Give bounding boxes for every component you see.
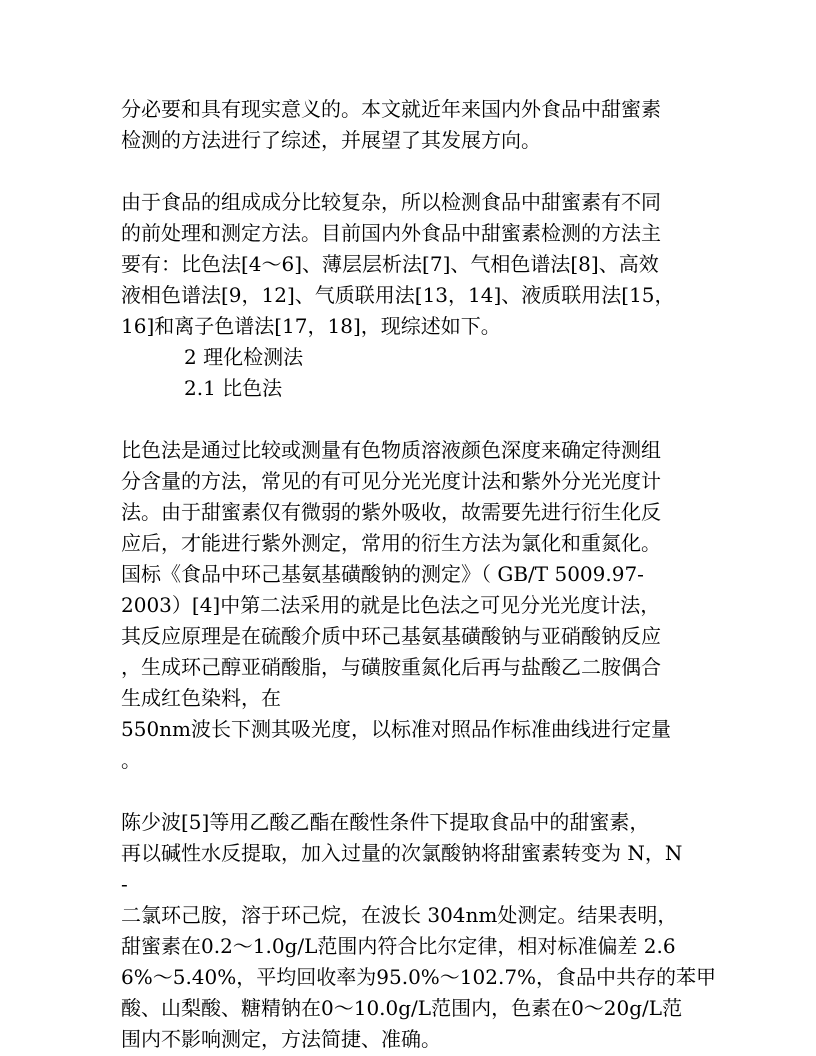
text-line: 法。由于甜蜜素仅有微弱的紫外吸收，故需要先进行衍生化反: [121, 500, 661, 524]
text-line: 2003）[4]中第二法采用的就是比色法之可见分光光度计法，: [121, 593, 661, 617]
text-line: 要有：比色法[4～6]、薄层层析法[7]、气相色谱法[8]、高效: [121, 252, 659, 276]
text-line: 再以碱性水反提取，加入过量的次氯酸钠将甜蜜素转变为 N，N: [121, 841, 683, 865]
text-line: 16]和离子色谱法[17，18]，现综述如下。: [121, 314, 501, 338]
subsection-heading: 2.1 比色法: [184, 376, 283, 400]
text-line: 550nm波长下测其吸光度，以标准对照品作标准曲线进行定量: [121, 717, 672, 741]
text-line: ，生成环己醇亚硝酸脂，与磺胺重氮化后再与盐酸乙二胺偶合: [121, 655, 661, 679]
text-line: 甜蜜素在0.2～1.0g/L范围内符合比尔定律，相对标准偏差 2.6: [121, 934, 676, 958]
text-line: 酸、山梨酸、糖精钠在0～10.0g/L范围内，色素在0～20g/L范: [121, 996, 683, 1020]
section-heading: 2 理化检测法: [184, 345, 304, 369]
text-line: 比色法是通过比较或测量有色物质溶液颜色深度来确定待测组: [121, 438, 661, 462]
text-line: 由于食品的组成成分比较复杂，所以检测食品中甜蜜素有不同: [121, 190, 661, 214]
text-line: 分含量的方法，常见的有可见分光光度计法和紫外分光光度计: [121, 469, 661, 493]
text-line: 液相色谱法[9，12]、气质联用法[13，14]、液质联用法[15，: [121, 283, 675, 307]
text-line: 6%～5.40%，平均回收率为95.0%～102.7%，食品中共存的苯甲: [121, 965, 717, 989]
text-line: 分必要和具有现实意义的。本文就近年来国内外食品中甜蜜素: [121, 97, 661, 121]
text-line: 。: [121, 748, 141, 772]
text-line: 国标《食品中环己基氨基磺酸钠的测定》（ GB/T 5009.97-: [121, 562, 644, 586]
text-line: 应后，才能进行紫外测定，常用的衍生方法为氯化和重氮化。: [121, 531, 661, 555]
intro-paragraph-end: [121, 94, 701, 156]
text-line: 生成红色染料，在: [121, 686, 281, 710]
text-line: 陈少波[5]等用乙酸乙酯在酸性条件下提取食品中的甜蜜素，: [121, 810, 650, 834]
text-line: -: [121, 872, 128, 896]
paragraph-spacer: [121, 776, 701, 807]
text-line: 其反应原理是在硫酸介质中环己基氨基磺酸钠与亚硝酸钠反应: [121, 624, 661, 648]
text-line: 围内不影响测定，方法简捷、准确。: [121, 1027, 441, 1051]
colorimetry-paragraph: [121, 435, 701, 776]
document-body: [121, 94, 717, 1055]
paragraph-spacer: [121, 156, 701, 187]
chen-shaobo-paragraph: [121, 807, 717, 1055]
text-line: 二氯环己胺，溶于环己烷，在波长 304nm处测定。结果表明，: [121, 903, 678, 927]
text-line: 的前处理和测定方法。目前国内外食品中甜蜜素检测的方法主: [121, 221, 661, 245]
text-line: 检测的方法进行了综述，并展望了其发展方向。: [121, 128, 541, 152]
methods-overview-paragraph: [121, 187, 701, 342]
paragraph-spacer: [121, 404, 701, 435]
